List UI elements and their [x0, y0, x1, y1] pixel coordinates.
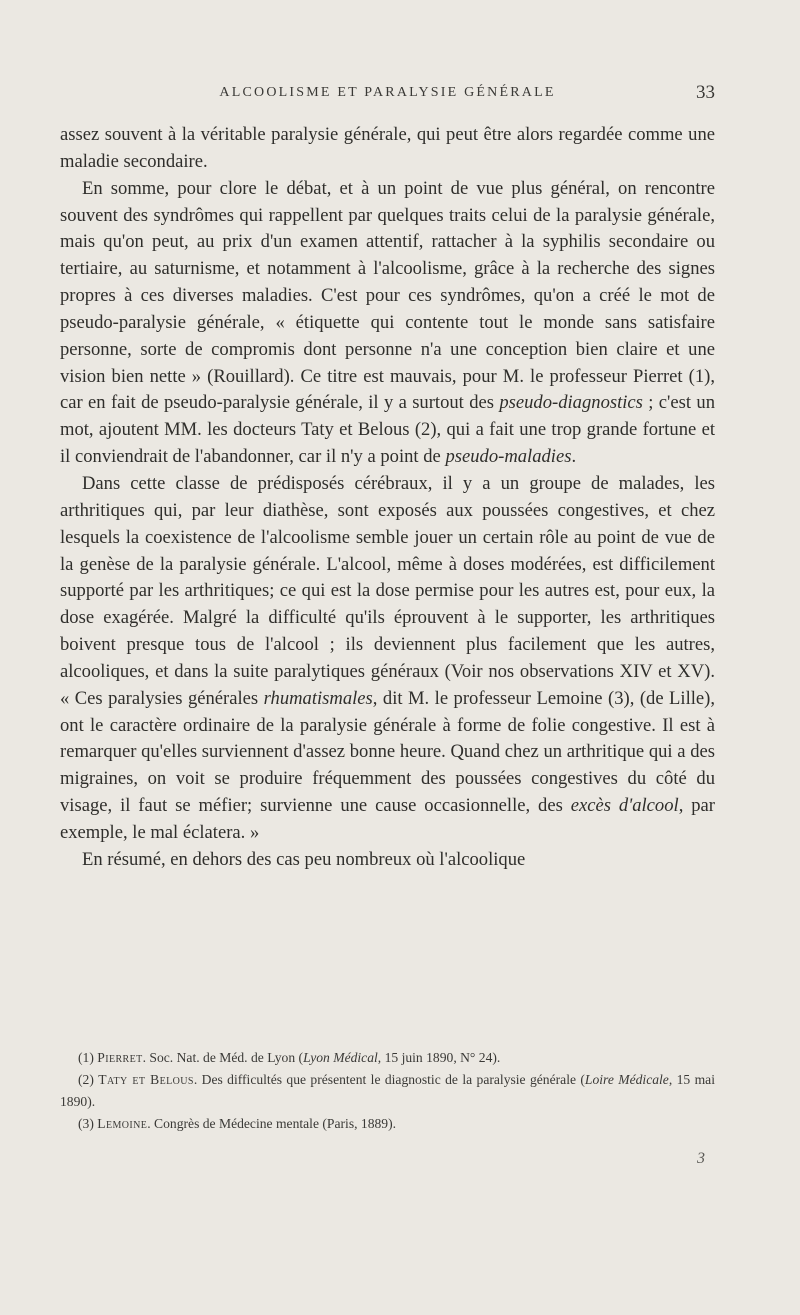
italic-term: pseudo-diagnostics — [499, 392, 643, 414]
footnote-text: , 15 juin 1890, N° 24). — [377, 1050, 501, 1065]
footnote-journal: Lyon Médical — [303, 1050, 378, 1065]
footnote-number: (2) — [78, 1072, 99, 1087]
footnote-text: , 15 mai 1890). — [60, 1072, 715, 1109]
footnote-author: Pierret — [97, 1050, 143, 1065]
paragraph-text: ; c'est un mot, ajoutent MM. les docteurs Taty et Belous (2), qui a fait une trop grande fortune et il conviendrait de l'abandonner, car il n'y a point de — [60, 392, 715, 468]
footnote-1 — [60, 1047, 715, 1069]
paragraph-text: . — [571, 446, 577, 468]
paragraph-text: , dit M. le professeur Lemoine (3), (de Lille), ont le caractère ordinaire de la paralysie générale à forme de folie congestive. Il est à remarquer qu'elles surviennent d'assez bonne heure. Quand chez un arthritique qui a des migraines, on voit se produire fréquemment des poussées congestives du côté du visage, il faut se méfier; survienne une cause occasionnelle, des — [60, 687, 715, 817]
footnote-text: . Soc. Nat. de Méd. de Lyon ( — [142, 1050, 304, 1065]
footnote-journal: Loire Médicale — [584, 1072, 669, 1087]
footnote-author: Taty et Belous — [98, 1072, 194, 1087]
running-title: ALCOOLISME ET PARALYSIE GÉNÉRALE — [219, 85, 556, 100]
footnote-text: . Congrès de Médecine mentale (Paris, 1889). — [147, 1116, 397, 1131]
signature-mark: 3 — [697, 1150, 705, 1167]
paragraph-text: Dans cette classe de prédisposés cérébraux, il y a un groupe de malades, les arthritiques qui, par leur diathèse, sont exposés aux poussées congestives, et chez lesquels la coexistence de l'alcoolisme semble jouer un certain rôle au point de vue de la genèse de la paralysie générale. L'alcool, même à doses modérées, est difficilement supporté par les arthritiques; ce qui est la dose permise pour les autres est, pour eux, la dose exagérée. Malgré la difficulté qu'ils éprouvent à le supporter, les arthritiques boivent presque tous de l'alcool ; ils deviennent plus facilement que les autres, alcooliques, et dans la suite paralytiques généraux (Voir nos observations XIV et XV). « Ces paralysies générales — [60, 472, 715, 709]
footnote-2 — [60, 1069, 715, 1113]
paragraph-en-somme — [60, 176, 715, 471]
paragraph-en-resume — [60, 847, 715, 874]
paragraph-arthritiques — [60, 471, 715, 847]
italic-term: excès d'alcool — [570, 795, 679, 817]
footnote-number: (3) — [78, 1116, 98, 1131]
paragraph-continuation — [60, 122, 715, 176]
page-header — [60, 82, 715, 106]
italic-term: pseudo-maladies — [445, 446, 572, 468]
paragraph-text: assez souvent à la véritable paralysie générale, qui peut être alors regardée comme une maladie secondaire. — [60, 124, 715, 172]
paragraph-text: En résumé, en dehors des cas peu nombreux où l'alcoolique — [82, 848, 526, 870]
paragraph-text: , par exemple, le mal éclatera. » — [60, 795, 715, 843]
paragraph-text: En somme, pour clore le débat, et à un point de vue plus général, on rencontre souvent des syndrômes qui rappellent par quelques traits celui de la paralysie générale, mais qu'on peut, au prix d'un examen attentif, rattacher à la syphilis secondaire ou tertiaire, au saturnisme, et notamment à l'alcoolisme, grâce à la recherche des signes propres à ces diverses maladies. C'est pour ces syndrômes, qu'on a créé le mot de pseudo-paralysie générale, « étiquette qui contente tout le monde sans satisfaire personne, sorte de compromis dont personne n'a une conception bien claire et une vision bien nette » (Rouillard). Ce titre est mauvais, pour M. le professeur Pierret (1), car en fait de pseudo-paralysie générale, il y a surtout des — [60, 177, 715, 414]
footnote-author: Lemoine — [97, 1116, 148, 1131]
footnote-number: (1) — [78, 1050, 98, 1065]
footnote-text: . Des difficultés que présentent le diagnostic de la paralysie générale ( — [193, 1072, 585, 1087]
footnote-3 — [60, 1113, 715, 1135]
footnotes — [60, 1047, 715, 1135]
body-text — [60, 122, 715, 874]
page-number: 33 — [696, 82, 715, 103]
italic-term: rhumatismales — [263, 687, 373, 709]
